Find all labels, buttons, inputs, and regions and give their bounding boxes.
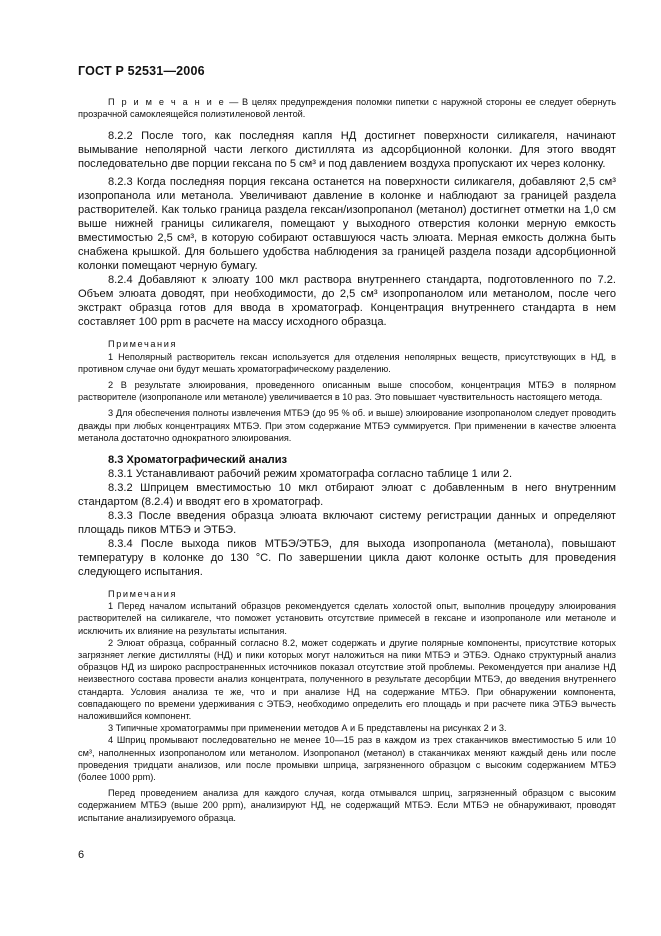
notes-2-item-4: 4 Шприц промывают последовательно не менее 10—15 раз в каждом из трех стаканчиков вместимостью 5 или 10 см³, наполненных изопропанолом или метанолом. Изопропанол (метанол) в стаканчиках меняют каждый день или после проведения тридцати анализов, или после промывки шприца, загрязненного образцом с высоким содержанием МТБЭ (более 1000 ppm). — [78, 735, 616, 783]
notes-2-item-2: 2 Элюат образца, собранный согласно 8.2, может содержать и другие полярные компоненты, присутствие которых загрязняет легкие дистилляты (НД) и пики которых могут наложиться на пики МТБЭ и ЭТБЭ. Однако структурный анализ образцов НД из широко распространенных источников показал отсутствие этой проблемы. Рекомендуется при анализе НД неизвестного состава провести анализ концентрата, полученного в результате десорбции МТБЭ, до введения внутреннего стандарта. Условия анализа те же, что и при анализе НД на содержание МТБЭ. При обнаружении компонента, совпадающего по времени удерживания с ЭТБЭ, необходимо определить его площадь и при расчете пика ЭТБЭ вычесть наложившийся компонент. — [78, 637, 616, 722]
notes-2-item-3: 3 Типичные хроматограммы при применении методов А и Б представлены на рисунках 2 и 3. — [108, 723, 507, 734]
notes-2-item-1: 1 Перед началом испытаний образцов рекомендуется сделать холостой опыт, выполнив процедуру элюирования растворителей на силикагеле, что поможет установить отсутствие примесей в гексане и изопропаноле или метаноле и исключить их влияние на результаты испытания. — [78, 601, 616, 636]
document-header: ГОСТ Р 52531—2006 — [78, 64, 205, 78]
notes-1-item-3: 3 Для обеспечения полноты извлечения МТБЭ (до 95 % об. и выше) элюирование изопропанолом следует проводить дважды при любых концентрациях МТБЭ. При этом содержание МТБЭ суммируется. При применении в качестве элюента метанола достаточно однократного элюирования. — [78, 408, 616, 443]
paragraph-8-2-3: 8.2.3 Когда последняя порция гексана останется на поверхности силикагеля, добавляют 2,5 см³ изопропанола или метанола. Увеличивают давление в колонке и наблюдают за границей раздела растворителей. Как только граница раздела гексан/изопропанол (метанол) достигнет отметки на 1,0 см выше нижней границы силикагеля, помещают у выходного отверстия колонки мерную емкость вместимостью 2,5 см³, в которую собирают оставшуюся часть элюата. Мерная емкость должна быть снабжена крышкой. Для большего удобства наблюдения за границей раздела позади адсорбционной колонки помещают черную бумагу. — [78, 176, 616, 273]
note-top-label: П р и м е ч а н и е — [108, 97, 226, 107]
notes-2-item-5: Перед проведением анализа для каждого случая, когда отмывался шприц, загрязненный образцом с высоким содержанием МТБЭ (выше 200 ppm), анализируют НД, не содержащий МТБЭ. Если МТБЭ не обнаруживают, проводят испытание анализируемого образца. — [78, 788, 616, 823]
paragraph-8-3-3: 8.3.3 После введения образца элюата включают систему регистрации данных и определяют площадь пиков МТБЭ и ЭТБЭ. — [78, 510, 616, 537]
paragraph-8-3-1: 8.3.1 Устанавливают рабочий режим хроматографа согласно таблице 1 или 2. — [108, 468, 513, 481]
document-body — [78, 96, 616, 824]
section-8-3-heading: 8.3 Хроматографический анализ — [108, 454, 288, 467]
note-top — [78, 96, 616, 120]
notes-1-item-1: 1 Неполярный растворитель гексан используется для отделения неполярных веществ, присутствующих в НД, в противном случае они будут мешать хроматографическому разделению. — [78, 351, 616, 374]
notes-1-item-2: 2 В результате элюирования, проведенного описанным выше способом, концентрация МТБЭ в полярном растворителе (изопропаноле или метаноле) увеличивается в 10 раз. Это повышает чувствительность настоящего метода. — [78, 380, 616, 403]
note-top-text: — В целях предупреждения поломки пипетки с наружной стороны ее следует обернуть прозрачной самоклеящейся полиэтиленовой лентой. — [78, 97, 617, 120]
notes-2-title: Примечания — [108, 589, 178, 600]
paragraph-8-2-2: 8.2.2 После того, как последняя капля НД достигнет поверхности силикагеля, начинают вымывание неполярной части легкого дистиллята из адсорбционной колонки. Для этого вводят последовательно две порции гексана по 5 см³ и под давлением воздуха пропускают их через колонку. — [78, 130, 616, 171]
page-number: 6 — [78, 849, 85, 861]
paragraph-8-2-4: 8.2.4 Добавляют к элюату 100 мкл раствора внутреннего стандарта, подготовленного по 7.2. Объем элюата доводят, при необходимости, до 2,5 см³ изопропанолом или метанолом, после чего экстракт образца готов для ввода в хроматограф. Концентрация внутреннего стандарта в нем составляет 100 ppm в расчете на массу исходного образца. — [78, 274, 616, 329]
paragraph-8-3-4: 8.3.4 После выхода пиков МТБЭ/ЭТБЭ, для выхода изопропанола (метанола), повышают температуру в колонке до 130 °С. По завершении цикла дают колонке остыть для проведения следующего испытания. — [78, 538, 616, 579]
paragraph-8-3-2: 8.3.2 Шприцем вместимостью 10 мкл отбирают элюат с добавленным в него внутренним стандартом (8.2.4) и вводят его в хроматограф. — [78, 482, 616, 509]
notes-1-title: Примечания — [108, 339, 178, 350]
